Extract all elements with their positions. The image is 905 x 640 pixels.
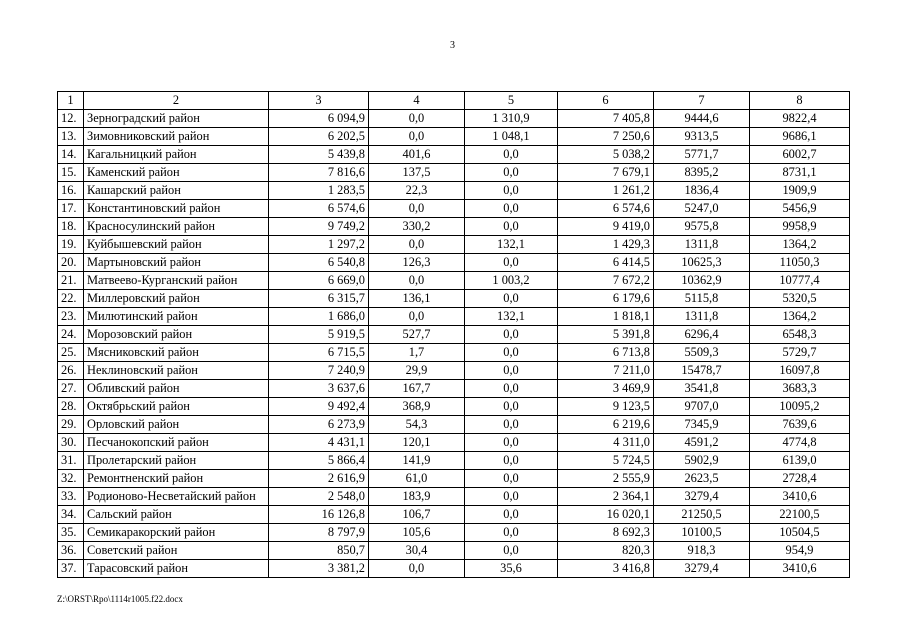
- value-cell: 0,0: [369, 110, 465, 128]
- district-name: Советский район: [84, 542, 269, 560]
- value-cell: 0,0: [465, 434, 558, 452]
- value-cell: 10362,9: [654, 272, 750, 290]
- value-cell: 126,3: [369, 254, 465, 272]
- value-cell: 15478,7: [654, 362, 750, 380]
- value-cell: 0,0: [465, 470, 558, 488]
- value-cell: 7 679,1: [558, 164, 654, 182]
- row-number: 20.: [58, 254, 84, 272]
- row-number: 30.: [58, 434, 84, 452]
- district-name: Мартыновский район: [84, 254, 269, 272]
- table-row: [58, 524, 850, 542]
- table-row: [58, 290, 850, 308]
- value-cell: 6 574,6: [558, 200, 654, 218]
- table-body: [58, 110, 850, 578]
- value-cell: 35,6: [465, 560, 558, 578]
- value-cell: 0,0: [465, 380, 558, 398]
- value-cell: 6 219,6: [558, 416, 654, 434]
- value-cell: 6 094,9: [269, 110, 369, 128]
- row-number: 26.: [58, 362, 84, 380]
- value-cell: 6002,7: [750, 146, 850, 164]
- district-name: Миллеровский район: [84, 290, 269, 308]
- value-cell: 850,7: [269, 542, 369, 560]
- value-cell: 16 020,1: [558, 506, 654, 524]
- header-cell: 3: [269, 92, 369, 110]
- district-name: Кагальницкий район: [84, 146, 269, 164]
- row-number: 33.: [58, 488, 84, 506]
- value-cell: 0,0: [465, 506, 558, 524]
- value-cell: 5 439,8: [269, 146, 369, 164]
- value-cell: 141,9: [369, 452, 465, 470]
- table-row: [58, 362, 850, 380]
- table-row: [58, 560, 850, 578]
- value-cell: 1 283,5: [269, 182, 369, 200]
- row-number: 31.: [58, 452, 84, 470]
- table-row: [58, 488, 850, 506]
- value-cell: 0,0: [465, 416, 558, 434]
- table-row: [58, 344, 850, 362]
- value-cell: 183,9: [369, 488, 465, 506]
- value-cell: 10095,2: [750, 398, 850, 416]
- district-name: Каменский район: [84, 164, 269, 182]
- value-cell: 0,0: [465, 344, 558, 362]
- value-cell: 9 492,4: [269, 398, 369, 416]
- value-cell: 0,0: [369, 128, 465, 146]
- table-row: [58, 416, 850, 434]
- value-cell: 9822,4: [750, 110, 850, 128]
- value-cell: 5509,3: [654, 344, 750, 362]
- table-row: [58, 218, 850, 236]
- value-cell: 2 364,1: [558, 488, 654, 506]
- district-name: Сальский район: [84, 506, 269, 524]
- value-cell: 0,0: [465, 524, 558, 542]
- value-cell: 3683,3: [750, 380, 850, 398]
- district-name: Тарасовский район: [84, 560, 269, 578]
- row-number: 23.: [58, 308, 84, 326]
- value-cell: 5771,7: [654, 146, 750, 164]
- value-cell: 0,0: [465, 452, 558, 470]
- value-cell: 4774,8: [750, 434, 850, 452]
- file-path-footer: Z:\ORST\Rpo\1114r1005.f22.docx: [57, 594, 183, 604]
- value-cell: 10625,3: [654, 254, 750, 272]
- value-cell: 8395,2: [654, 164, 750, 182]
- value-cell: 0,0: [465, 290, 558, 308]
- value-cell: 0,0: [465, 146, 558, 164]
- value-cell: 9 419,0: [558, 218, 654, 236]
- value-cell: 0,0: [465, 398, 558, 416]
- district-name: Кашарский район: [84, 182, 269, 200]
- table-row: [58, 452, 850, 470]
- value-cell: 0,0: [465, 542, 558, 560]
- header-cell: 7: [654, 92, 750, 110]
- value-cell: 3 637,6: [269, 380, 369, 398]
- value-cell: 368,9: [369, 398, 465, 416]
- value-cell: 0,0: [465, 182, 558, 200]
- value-cell: 9686,1: [750, 128, 850, 146]
- budget-table: [57, 91, 850, 578]
- table-row: [58, 128, 850, 146]
- value-cell: 1 818,1: [558, 308, 654, 326]
- district-name: Куйбышевский район: [84, 236, 269, 254]
- value-cell: 5 866,4: [269, 452, 369, 470]
- value-cell: 6 414,5: [558, 254, 654, 272]
- district-name: Красносулинский район: [84, 218, 269, 236]
- value-cell: 22,3: [369, 182, 465, 200]
- value-cell: 0,0: [369, 236, 465, 254]
- header-cell: 5: [465, 92, 558, 110]
- value-cell: 137,5: [369, 164, 465, 182]
- value-cell: 7345,9: [654, 416, 750, 434]
- table-row: [58, 506, 850, 524]
- value-cell: 0,0: [465, 218, 558, 236]
- district-name: Морозовский район: [84, 326, 269, 344]
- value-cell: 0,0: [465, 254, 558, 272]
- row-number: 28.: [58, 398, 84, 416]
- table-row: [58, 380, 850, 398]
- row-number: 25.: [58, 344, 84, 362]
- value-cell: 1 003,2: [465, 272, 558, 290]
- row-number: 14.: [58, 146, 84, 164]
- district-name: Зимовниковский район: [84, 128, 269, 146]
- value-cell: 9707,0: [654, 398, 750, 416]
- value-cell: 5320,5: [750, 290, 850, 308]
- value-cell: 132,1: [465, 308, 558, 326]
- value-cell: 2 616,9: [269, 470, 369, 488]
- header-cell: 6: [558, 92, 654, 110]
- value-cell: 401,6: [369, 146, 465, 164]
- table-row: [58, 200, 850, 218]
- row-number: 16.: [58, 182, 84, 200]
- row-number: 27.: [58, 380, 84, 398]
- value-cell: 9 749,2: [269, 218, 369, 236]
- value-cell: 9958,9: [750, 218, 850, 236]
- page-number: 3: [450, 40, 455, 51]
- value-cell: 5902,9: [654, 452, 750, 470]
- row-number: 37.: [58, 560, 84, 578]
- value-cell: 6 713,8: [558, 344, 654, 362]
- value-cell: 106,7: [369, 506, 465, 524]
- value-cell: 0,0: [369, 272, 465, 290]
- value-cell: 120,1: [369, 434, 465, 452]
- value-cell: 7 816,6: [269, 164, 369, 182]
- row-number: 22.: [58, 290, 84, 308]
- value-cell: 7 250,6: [558, 128, 654, 146]
- value-cell: 954,9: [750, 542, 850, 560]
- value-cell: 4591,2: [654, 434, 750, 452]
- value-cell: 1,7: [369, 344, 465, 362]
- value-cell: 3279,4: [654, 488, 750, 506]
- value-cell: 132,1: [465, 236, 558, 254]
- value-cell: 29,9: [369, 362, 465, 380]
- value-cell: 3541,8: [654, 380, 750, 398]
- value-cell: 1364,2: [750, 236, 850, 254]
- value-cell: 918,3: [654, 542, 750, 560]
- value-cell: 6 315,7: [269, 290, 369, 308]
- value-cell: 1364,2: [750, 308, 850, 326]
- table-row: [58, 182, 850, 200]
- value-cell: 1 261,2: [558, 182, 654, 200]
- header-cell: 8: [750, 92, 850, 110]
- value-cell: 7 211,0: [558, 362, 654, 380]
- value-cell: 5 391,8: [558, 326, 654, 344]
- value-cell: 1 048,1: [465, 128, 558, 146]
- value-cell: 0,0: [465, 362, 558, 380]
- value-cell: 6139,0: [750, 452, 850, 470]
- value-cell: 10100,5: [654, 524, 750, 542]
- table-row: [58, 272, 850, 290]
- value-cell: 1909,9: [750, 182, 850, 200]
- value-cell: 16097,8: [750, 362, 850, 380]
- district-name: Ремонтненский район: [84, 470, 269, 488]
- district-name: Пролетарский район: [84, 452, 269, 470]
- row-number: 19.: [58, 236, 84, 254]
- value-cell: 136,1: [369, 290, 465, 308]
- row-number: 17.: [58, 200, 84, 218]
- value-cell: 3 416,8: [558, 560, 654, 578]
- district-name: Песчанокопский район: [84, 434, 269, 452]
- value-cell: 2623,5: [654, 470, 750, 488]
- value-cell: 5456,9: [750, 200, 850, 218]
- table-row: [58, 542, 850, 560]
- district-name: Неклиновский район: [84, 362, 269, 380]
- district-name: Обливский район: [84, 380, 269, 398]
- header-row: [58, 92, 850, 110]
- table-row: [58, 110, 850, 128]
- value-cell: 3279,4: [654, 560, 750, 578]
- value-cell: 54,3: [369, 416, 465, 434]
- value-cell: 0,0: [465, 200, 558, 218]
- value-cell: 2 555,9: [558, 470, 654, 488]
- value-cell: 6 273,9: [269, 416, 369, 434]
- value-cell: 21250,5: [654, 506, 750, 524]
- value-cell: 5115,8: [654, 290, 750, 308]
- value-cell: 3 381,2: [269, 560, 369, 578]
- row-number: 15.: [58, 164, 84, 182]
- value-cell: 0,0: [465, 164, 558, 182]
- value-cell: 7639,6: [750, 416, 850, 434]
- district-name: Родионово-Несветайский район: [84, 488, 269, 506]
- district-name: Орловский район: [84, 416, 269, 434]
- row-number: 32.: [58, 470, 84, 488]
- value-cell: 6 540,8: [269, 254, 369, 272]
- value-cell: 4 311,0: [558, 434, 654, 452]
- value-cell: 6 669,0: [269, 272, 369, 290]
- value-cell: 3410,6: [750, 560, 850, 578]
- value-cell: 7 240,9: [269, 362, 369, 380]
- value-cell: 1 297,2: [269, 236, 369, 254]
- row-number: 35.: [58, 524, 84, 542]
- table-row: [58, 236, 850, 254]
- value-cell: 61,0: [369, 470, 465, 488]
- value-cell: 105,6: [369, 524, 465, 542]
- value-cell: 1311,8: [654, 236, 750, 254]
- value-cell: 5 724,5: [558, 452, 654, 470]
- value-cell: 0,0: [369, 308, 465, 326]
- value-cell: 5729,7: [750, 344, 850, 362]
- value-cell: 330,2: [369, 218, 465, 236]
- value-cell: 0,0: [369, 560, 465, 578]
- value-cell: 9444,6: [654, 110, 750, 128]
- table-row: [58, 164, 850, 182]
- value-cell: 1311,8: [654, 308, 750, 326]
- value-cell: 22100,5: [750, 506, 850, 524]
- header-cell: 1: [58, 92, 84, 110]
- value-cell: 3410,6: [750, 488, 850, 506]
- header-cell: 2: [84, 92, 269, 110]
- value-cell: 7 405,8: [558, 110, 654, 128]
- value-cell: 820,3: [558, 542, 654, 560]
- row-number: 36.: [58, 542, 84, 560]
- value-cell: 8731,1: [750, 164, 850, 182]
- value-cell: 527,7: [369, 326, 465, 344]
- value-cell: 10777,4: [750, 272, 850, 290]
- value-cell: 6296,4: [654, 326, 750, 344]
- value-cell: 7 672,2: [558, 272, 654, 290]
- value-cell: 9575,8: [654, 218, 750, 236]
- value-cell: 1 310,9: [465, 110, 558, 128]
- district-name: Зерноградский район: [84, 110, 269, 128]
- row-number: 18.: [58, 218, 84, 236]
- table-row: [58, 326, 850, 344]
- value-cell: 1 429,3: [558, 236, 654, 254]
- value-cell: 30,4: [369, 542, 465, 560]
- district-name: Семикаракорский район: [84, 524, 269, 542]
- value-cell: 11050,3: [750, 254, 850, 272]
- district-name: Константиновский район: [84, 200, 269, 218]
- row-number: 24.: [58, 326, 84, 344]
- row-number: 21.: [58, 272, 84, 290]
- value-cell: 9 123,5: [558, 398, 654, 416]
- district-name: Мясниковский район: [84, 344, 269, 362]
- value-cell: 0,0: [465, 488, 558, 506]
- value-cell: 8 692,3: [558, 524, 654, 542]
- table-row: [58, 434, 850, 452]
- table-row: [58, 146, 850, 164]
- value-cell: 3 469,9: [558, 380, 654, 398]
- header-cell: 4: [369, 92, 465, 110]
- value-cell: 6 179,6: [558, 290, 654, 308]
- value-cell: 6548,3: [750, 326, 850, 344]
- value-cell: 5247,0: [654, 200, 750, 218]
- value-cell: 0,0: [369, 200, 465, 218]
- value-cell: 0,0: [465, 326, 558, 344]
- table-row: [58, 308, 850, 326]
- row-number: 29.: [58, 416, 84, 434]
- table-row: [58, 254, 850, 272]
- value-cell: 5 038,2: [558, 146, 654, 164]
- district-name: Октябрьский район: [84, 398, 269, 416]
- row-number: 34.: [58, 506, 84, 524]
- row-number: 12.: [58, 110, 84, 128]
- value-cell: 9313,5: [654, 128, 750, 146]
- value-cell: 2 548,0: [269, 488, 369, 506]
- value-cell: 6 202,5: [269, 128, 369, 146]
- value-cell: 16 126,8: [269, 506, 369, 524]
- table-row: [58, 398, 850, 416]
- value-cell: 8 797,9: [269, 524, 369, 542]
- district-name: Матвеево-Курганский район: [84, 272, 269, 290]
- table-row: [58, 470, 850, 488]
- value-cell: 5 919,5: [269, 326, 369, 344]
- value-cell: 167,7: [369, 380, 465, 398]
- district-name: Милютинский район: [84, 308, 269, 326]
- value-cell: 6 574,6: [269, 200, 369, 218]
- row-number: 13.: [58, 128, 84, 146]
- value-cell: 2728,4: [750, 470, 850, 488]
- value-cell: 1836,4: [654, 182, 750, 200]
- value-cell: 6 715,5: [269, 344, 369, 362]
- value-cell: 10504,5: [750, 524, 850, 542]
- value-cell: 1 686,0: [269, 308, 369, 326]
- value-cell: 4 431,1: [269, 434, 369, 452]
